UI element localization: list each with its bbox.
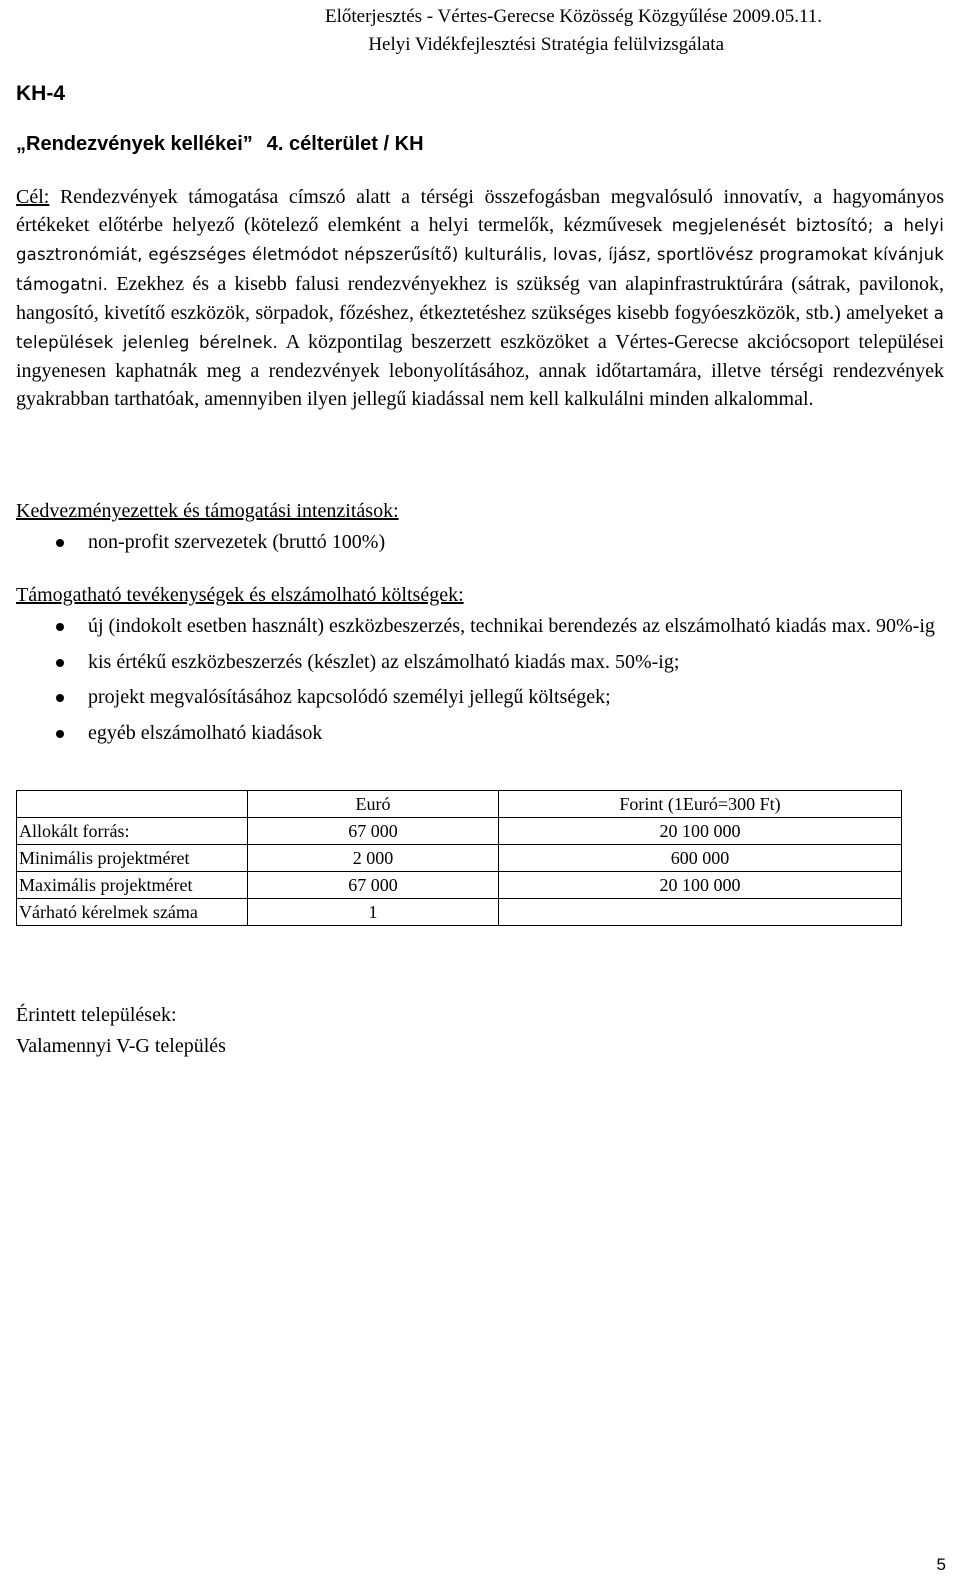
table-header-row: [17, 791, 902, 818]
table-cell: 600 000: [499, 845, 902, 872]
goal-text-1: Rendezvények támogatása címszó alatt a térségi összefogásban megvalósuló innovatív, a hagyományos értékeket előtérbe helyező (kötelező elemként a helyi termelők, kézművesek: [16, 186, 944, 237]
page-header: [0, 3, 960, 59]
list-item: non-profit szervezetek (bruttó 100%): [16, 528, 944, 557]
affected-title: Érintett települések:: [16, 1004, 177, 1026]
table-row: [17, 872, 902, 899]
list-item: egyéb elszámolható kiadások: [16, 719, 944, 748]
activities-list: [16, 612, 944, 754]
header-line-2: Helyi Vidékfejlesztési Stratégia felülvizsgálata: [368, 34, 724, 55]
affected-settlements: [16, 1000, 226, 1062]
table-cell: 2 000: [248, 845, 499, 872]
table-cell: Várható kérelmek száma: [17, 899, 248, 926]
goal-text-4: a települések jelenleg bérelnek.: [16, 303, 944, 353]
header-line-1: Előterjesztés - Vértes-Gerecse Közösség Közgyűlése 2009.05.11.: [324, 6, 822, 27]
goal-paragraph: [16, 183, 944, 414]
affected-value: Valamennyi V-G település: [16, 1035, 226, 1057]
table-cell: 67 000: [248, 872, 499, 899]
table-cell: [17, 791, 248, 818]
table-cell: Allokált forrás:: [17, 818, 248, 845]
table-cell: 67 000: [248, 818, 499, 845]
goal-text-5: A központilag beszerzett eszközöket a Vértes-Gerecse akciócsoport települései ingyenesen kaphatnák meg a rendezvények lebonyolításához, annak időtartamára, illetve térségi rendezvények gyakrabban tarthatóak, amennyiben ilyen jellegű kiadással nem kell kalkulálni minden alkalommal.: [16, 331, 944, 411]
table-cell: 20 100 000: [499, 872, 902, 899]
table-row: [17, 845, 902, 872]
table-cell: Forint (1Euró=300 Ft): [499, 791, 902, 818]
page-number: 5: [936, 1555, 946, 1574]
table-cell: Maximális projektméret: [17, 872, 248, 899]
goal-text-2: megjelenését biztosító; a helyi gasztronómiát, egészséges életmódot népszerűsítő) kulturális, lovas, íjász, sportlövész programokat kívánjuk támogatni.: [16, 216, 944, 294]
table-cell: 20 100 000: [499, 818, 902, 845]
table-cell: [499, 899, 902, 926]
table-cell: 1: [248, 899, 499, 926]
list-item: kis értékű eszközbeszerzés (készlet) az elszámolható kiadás max. 50%-ig;: [16, 648, 944, 677]
list-item: új (indokolt esetben használt) eszközbeszerzés, technikai berendezés az elszámolható kiadás max. 90%-ig: [16, 612, 944, 641]
funding-table: [16, 790, 902, 926]
heading-target-area: 4. célterület / KH: [266, 133, 424, 155]
table-cell: Minimális projektméret: [17, 845, 248, 872]
table-row: [17, 899, 902, 926]
goal-text-3: Ezekhez és a kisebb falusi rendezvényekhez is szükség van alapinfrastruktúrára (sátrak, pavilonok, hangosító, kivetítő eszközök, sörpadok, főzéshez, étkeztetéshez szükséges kisebb fogyóeszközök, stb.) amelyeket: [16, 272, 944, 324]
table-row: [17, 818, 902, 845]
section-heading: [16, 133, 424, 156]
goal-label: Cél:: [16, 186, 50, 208]
table-cell: Euró: [248, 791, 499, 818]
beneficiaries-list: [16, 528, 944, 564]
heading-quoted-title: „Rendezvények kellékei”: [16, 133, 253, 155]
activities-title: Támogatható tevékenységek és elszámolható költségek:: [16, 584, 464, 606]
section-code: KH-4: [16, 82, 66, 105]
beneficiaries-title: Kedvezményezettek és támogatási intenzitások:: [16, 500, 399, 522]
list-item: projekt megvalósításához kapcsolódó személyi jellegű költségek;: [16, 683, 944, 712]
